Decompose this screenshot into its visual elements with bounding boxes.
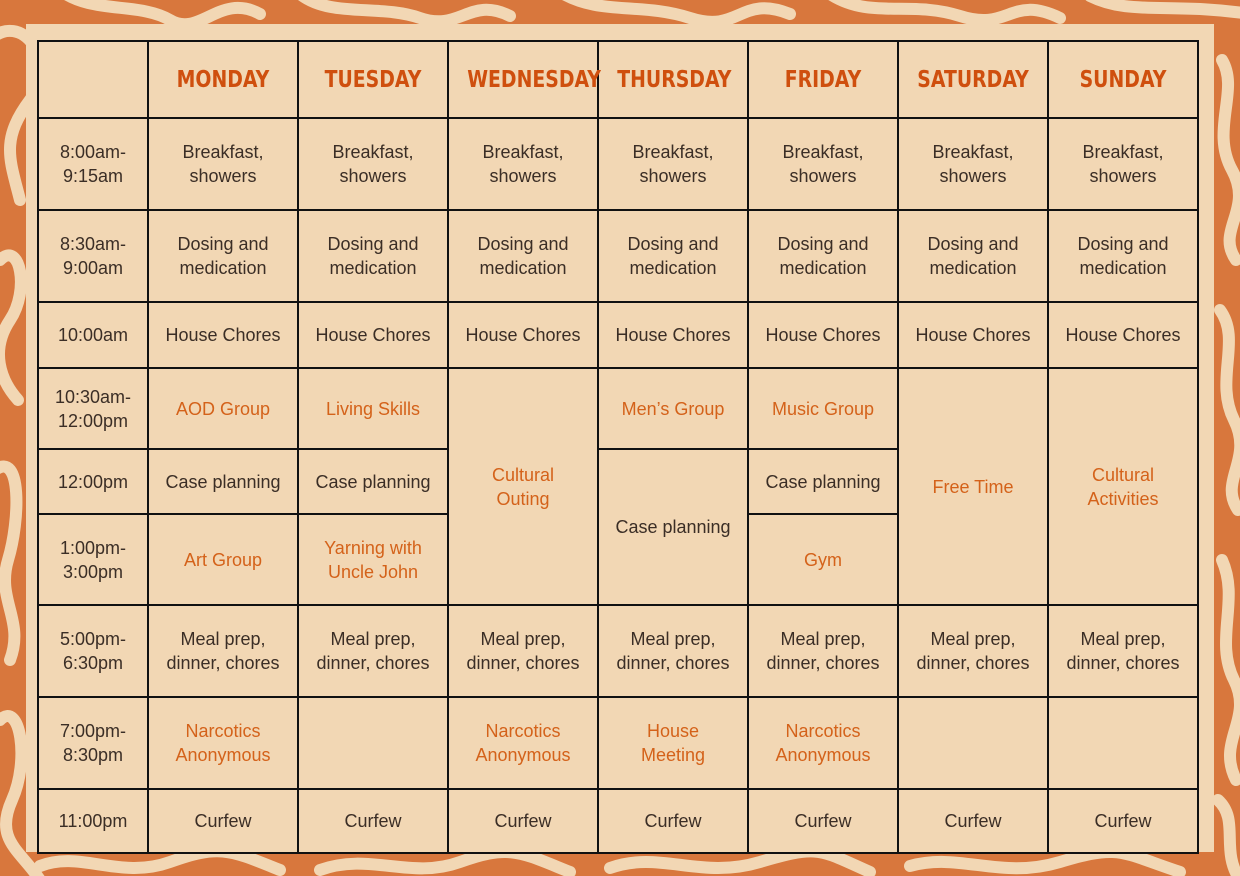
activity-cell-empty — [298, 697, 448, 789]
activity-cell: Gym — [748, 514, 898, 605]
activity-cell: Curfew — [898, 789, 1048, 853]
activity-cell: Curfew — [1048, 789, 1198, 853]
schedule-row — [38, 368, 1198, 449]
activity-cell: Breakfast, showers — [598, 118, 748, 210]
activity-cell: Curfew — [598, 789, 748, 853]
activity-cell: Meal prep, dinner, chores — [898, 605, 1048, 697]
activity-cell: Yarning with Uncle John — [298, 514, 448, 605]
corner-cell — [38, 41, 148, 118]
activity-cell: Dosing and medication — [448, 210, 598, 302]
schedule-row — [38, 210, 1198, 302]
time-slot-label: 7:00pm- 8:30pm — [38, 697, 148, 789]
activity-cell: Case planning — [298, 449, 448, 514]
schedule-row — [38, 789, 1198, 853]
day-header-monday: MONDAY — [162, 41, 285, 118]
activity-cell: Dosing and medication — [748, 210, 898, 302]
activity-cell: Curfew — [448, 789, 598, 853]
activity-cell: Cultural Activities — [1048, 368, 1198, 605]
activity-cell: Living Skills — [298, 368, 448, 449]
activity-cell-empty — [1048, 697, 1198, 789]
activity-cell: AOD Group — [148, 368, 298, 449]
activity-cell: Curfew — [748, 789, 898, 853]
day-header-sunday: SUNDAY — [1062, 41, 1185, 118]
activity-cell: Dosing and medication — [298, 210, 448, 302]
schedule-row — [38, 605, 1198, 697]
day-header-wednesday: WEDNESDAY — [462, 41, 585, 118]
activity-cell: Case planning — [148, 449, 298, 514]
activity-cell: House Chores — [1048, 302, 1198, 368]
activity-cell-empty — [898, 697, 1048, 789]
schedule-row — [38, 302, 1198, 368]
activity-cell: Narcotics Anonymous — [748, 697, 898, 789]
activity-cell: House Chores — [898, 302, 1048, 368]
activity-cell: Meal prep, dinner, chores — [748, 605, 898, 697]
activity-cell: Meal prep, dinner, chores — [598, 605, 748, 697]
activity-cell: Dosing and medication — [148, 210, 298, 302]
activity-cell: Dosing and medication — [898, 210, 1048, 302]
time-slot-label: 10:00am — [38, 302, 148, 368]
time-slot-label: 11:00pm — [38, 789, 148, 853]
activity-cell: Case planning — [598, 449, 748, 605]
activity-cell: Breakfast, showers — [748, 118, 898, 210]
activity-cell: Dosing and medication — [1048, 210, 1198, 302]
activity-cell: Dosing and medication — [598, 210, 748, 302]
activity-cell: Breakfast, showers — [298, 118, 448, 210]
activity-cell: Breakfast, showers — [1048, 118, 1198, 210]
time-slot-label: 1:00pm- 3:00pm — [38, 514, 148, 605]
day-header-thursday: THURSDAY — [612, 41, 735, 118]
time-slot-label: 8:30am- 9:00am — [38, 210, 148, 302]
activity-cell: Case planning — [748, 449, 898, 514]
time-slot-label: 8:00am- 9:15am — [38, 118, 148, 210]
header-row — [38, 41, 1198, 118]
schedule-row — [38, 118, 1198, 210]
activity-cell: House Chores — [298, 302, 448, 368]
activity-cell: Art Group — [148, 514, 298, 605]
activity-cell: House Chores — [748, 302, 898, 368]
day-header-friday: FRIDAY — [762, 41, 885, 118]
time-slot-label: 10:30am- 12:00pm — [38, 368, 148, 449]
activity-cell: Meal prep, dinner, chores — [298, 605, 448, 697]
activity-cell: Free Time — [898, 368, 1048, 605]
activity-cell: Breakfast, showers — [898, 118, 1048, 210]
activity-cell: Cultural Outing — [448, 368, 598, 605]
activity-cell: Narcotics Anonymous — [148, 697, 298, 789]
activity-cell: House Chores — [448, 302, 598, 368]
activity-cell: Music Group — [748, 368, 898, 449]
schedule-row — [38, 697, 1198, 789]
activity-cell: Narcotics Anonymous — [448, 697, 598, 789]
time-slot-label: 5:00pm- 6:30pm — [38, 605, 148, 697]
activity-cell: Curfew — [298, 789, 448, 853]
activity-cell: Breakfast, showers — [448, 118, 598, 210]
day-header-tuesday: TUESDAY — [312, 41, 435, 118]
day-header-saturday: SATURDAY — [912, 41, 1035, 118]
activity-cell: House Chores — [148, 302, 298, 368]
activity-cell: Meal prep, dinner, chores — [148, 605, 298, 697]
activity-cell: House Meeting — [598, 697, 748, 789]
activity-cell: Curfew — [148, 789, 298, 853]
activity-cell: Men’s Group — [598, 368, 748, 449]
time-slot-label: 12:00pm — [38, 449, 148, 514]
activity-cell: House Chores — [598, 302, 748, 368]
activity-cell: Meal prep, dinner, chores — [1048, 605, 1198, 697]
weekly-schedule-table — [37, 40, 1199, 854]
activity-cell: Meal prep, dinner, chores — [448, 605, 598, 697]
activity-cell: Breakfast, showers — [148, 118, 298, 210]
